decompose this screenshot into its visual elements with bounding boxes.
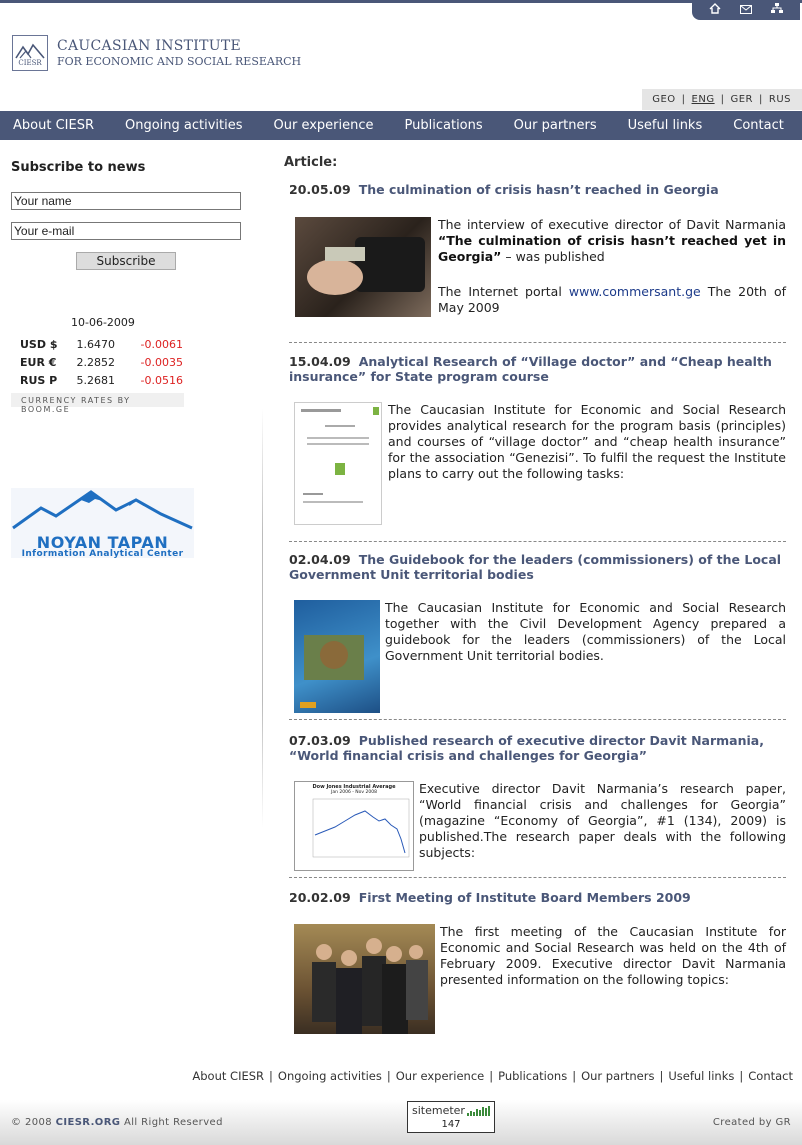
- copyright: [11, 1117, 223, 1128]
- currency-table: [20, 335, 183, 389]
- logo-line-2: FOR ECONOMIC AND SOCIAL RESEARCH: [57, 55, 302, 68]
- logo-text: [57, 38, 301, 68]
- wallet-photo[interactable]: [295, 217, 431, 317]
- guidebook-cover[interactable]: [294, 600, 380, 713]
- chart-thumb-title: Dow Jones Industrial Average: [312, 784, 396, 790]
- article-date: 20.05.09: [289, 182, 351, 197]
- article-divider: [289, 719, 786, 720]
- created-by[interactable]: Created by GR: [712, 1117, 791, 1128]
- sitemeter-badge[interactable]: [407, 1101, 495, 1133]
- article-date: 02.04.09: [289, 552, 351, 567]
- article-title[interactable]: [284, 354, 786, 384]
- lang-ger[interactable]: GER: [730, 94, 753, 105]
- email-input[interactable]: [11, 222, 241, 240]
- footer-separator: |: [572, 1069, 577, 1083]
- footer-link-partners[interactable]: Our partners: [581, 1069, 655, 1083]
- footer-separator: |: [489, 1069, 494, 1083]
- article-divider: [289, 877, 786, 878]
- top-border: [0, 0, 802, 3]
- currency-credit[interactable]: CURRENCY RATES BY BOOM.GE: [11, 393, 184, 407]
- footer-separator: |: [269, 1069, 273, 1083]
- nav-contact[interactable]: Contact: [733, 118, 784, 133]
- logo-mark-text: CIESR: [18, 59, 42, 67]
- document-thumbnail[interactable]: [294, 402, 382, 525]
- currency-change: -0.0061: [140, 337, 183, 351]
- mail-icon[interactable]: [738, 4, 754, 17]
- currency-change: -0.0516: [140, 373, 183, 387]
- article-title-text[interactable]: Published research of executive director Davit Narmania, “World financial crisis and challenges for Georgia”: [289, 733, 764, 763]
- article-divider: [289, 541, 786, 542]
- article-date: 07.03.09: [289, 733, 351, 748]
- footer-link-about[interactable]: About CIESR: [192, 1069, 265, 1083]
- article-item: [284, 733, 786, 860]
- logo-mark: [12, 35, 48, 71]
- summary-bold: “The culmination of crisis hasn’t reached yet in Georgia”: [438, 233, 786, 264]
- lang-rus[interactable]: RUS: [768, 94, 791, 105]
- currency-code: RUS P: [20, 373, 58, 387]
- mountains-banner-icon: [11, 488, 194, 534]
- sidebar: [11, 160, 251, 270]
- subscribe-title: Subscribe to news: [11, 160, 146, 175]
- footer-link-contact[interactable]: Contact: [748, 1069, 793, 1083]
- commersant-link[interactable]: www.commersant.ge: [568, 284, 701, 299]
- main-content: [284, 155, 786, 987]
- currency-row: [20, 371, 183, 389]
- summary-text-end: – was published: [501, 249, 605, 264]
- article-title[interactable]: [284, 890, 786, 905]
- footer-link-experience[interactable]: Our experience: [395, 1069, 485, 1083]
- article-summary: The first meeting of the Caucasian Institute for Economic and Social Research was held on the 4th of February 2009. Executive director Davit Narmania presented information on the following topics:: [440, 924, 786, 987]
- nav-ongoing-activities[interactable]: Ongoing activities: [124, 118, 243, 133]
- footer-link-publications[interactable]: Publications: [498, 1069, 568, 1083]
- column-divider: [262, 408, 263, 828]
- footer-separator: |: [739, 1069, 744, 1083]
- article-item: [284, 354, 786, 481]
- article-source: [438, 284, 786, 316]
- sitemap-icon[interactable]: [769, 3, 785, 17]
- language-switcher: [642, 89, 802, 110]
- currency-widget: [11, 316, 186, 414]
- footer-separator: |: [386, 1069, 391, 1083]
- currency-code: EUR €: [20, 355, 57, 369]
- board-meeting-photo[interactable]: [294, 924, 435, 1034]
- main-nav: [0, 111, 802, 140]
- home-icon[interactable]: [707, 3, 723, 17]
- nav-useful-links[interactable]: Useful links: [627, 118, 703, 133]
- dow-jones-chart-thumbnail[interactable]: [294, 781, 414, 871]
- site-logo[interactable]: [12, 35, 301, 71]
- copyright-site-link[interactable]: CIESR.ORG: [55, 1117, 121, 1128]
- article-title-text[interactable]: First Meeting of Institute Board Members 2009: [358, 890, 691, 905]
- lang-separator: |: [720, 94, 725, 105]
- name-input[interactable]: [11, 192, 241, 210]
- currency-rate: 5.2681: [76, 373, 115, 387]
- currency-row: [20, 335, 183, 353]
- article-title[interactable]: [284, 182, 786, 197]
- lang-separator: |: [681, 94, 686, 105]
- lang-eng[interactable]: ENG: [691, 94, 715, 105]
- currency-row: [20, 353, 183, 371]
- summary-text: The interview of executive director of Davit Narmania: [438, 217, 786, 232]
- article-date: 20.02.09: [289, 890, 351, 905]
- currency-date: 10-06-2009: [71, 316, 135, 329]
- mountains-icon: [15, 43, 45, 59]
- logo-line-1: CAUCASIAN INSTITUTE: [57, 38, 242, 54]
- currency-change: -0.0035: [140, 355, 183, 369]
- sitemeter-bars-icon: [466, 1106, 490, 1116]
- chart-thumb-plot: [295, 795, 413, 865]
- article-summary: [438, 217, 786, 265]
- nav-our-experience[interactable]: Our experience: [273, 118, 374, 133]
- copyright-suffix: All Right Reserved: [120, 1117, 223, 1128]
- sitemeter-label: sitemeter: [412, 1104, 465, 1117]
- lang-geo[interactable]: GEO: [652, 94, 676, 105]
- source-text: The Internet portal: [438, 284, 569, 299]
- quick-icons: [692, 0, 800, 20]
- copyright-prefix: © 2008: [11, 1117, 56, 1128]
- currency-rate: 1.6470: [76, 337, 115, 351]
- footer-nav: [192, 1069, 793, 1083]
- article-title[interactable]: [284, 552, 786, 582]
- article-title-text[interactable]: The culmination of crisis hasn’t reached in Georgia: [358, 182, 719, 197]
- footer-link-useful[interactable]: Useful links: [668, 1069, 735, 1083]
- article-title-text[interactable]: The Guidebook for the leaders (commissioners) of the Local Government Unit territorial bodies: [289, 552, 782, 582]
- banner-title: NOYAN TAPAN: [36, 533, 169, 552]
- currency-code: USD $: [20, 337, 58, 351]
- article-title[interactable]: [284, 733, 786, 763]
- nav-publications[interactable]: Publications: [404, 118, 483, 133]
- article-item: [284, 890, 786, 987]
- footer-separator: |: [659, 1069, 664, 1083]
- source-text-end: The 20th of May 2009: [438, 284, 786, 315]
- sitemeter-count: 147: [441, 1119, 461, 1130]
- article-item: [284, 182, 786, 315]
- article-title-text[interactable]: Analytical Research of “Village doctor” and “Cheap health insurance” for State program course: [289, 354, 772, 384]
- footer-link-ongoing[interactable]: Ongoing activities: [277, 1069, 382, 1083]
- article-summary: Executive director Davit Narmania’s research paper, “World financial crisis and challenges for Georgia” (magazine “Economy of Georgia”, #1 (134), 2009) is published.The research paper deals with the following subjects:: [419, 781, 786, 860]
- nav-our-partners[interactable]: Our partners: [513, 118, 597, 133]
- currency-rate: 2.2852: [76, 355, 115, 369]
- banner-subtitle: Information Analytical Center: [21, 549, 184, 559]
- article-summary: The Caucasian Institute for Economic and Social Research together with the Civil Development Agency prepared a guidebook for the leaders (commissioners) of the Local Government Unit territorial bodies.: [385, 600, 786, 663]
- article-date: 15.04.09: [289, 354, 351, 369]
- lang-separator: |: [759, 94, 763, 105]
- nav-about[interactable]: About CIESR: [13, 118, 94, 133]
- noyan-tapan-banner[interactable]: [11, 488, 194, 558]
- chart-thumb-subtitle: Jan 2006 - Nov 2008: [331, 790, 377, 795]
- subscribe-button[interactable]: Subscribe: [76, 252, 176, 270]
- article-heading: Article:: [284, 155, 338, 170]
- article-item: [284, 552, 786, 663]
- article-divider: [289, 342, 786, 343]
- article-summary: The Caucasian Institute for Economic and Social Research provides analytical research for the program basis (principles) and courses of “village doctor” and “cheap health insurance” for the association “Genezisi”. To fulfil the request the Institute plans to carry out the following tasks:: [388, 402, 786, 481]
